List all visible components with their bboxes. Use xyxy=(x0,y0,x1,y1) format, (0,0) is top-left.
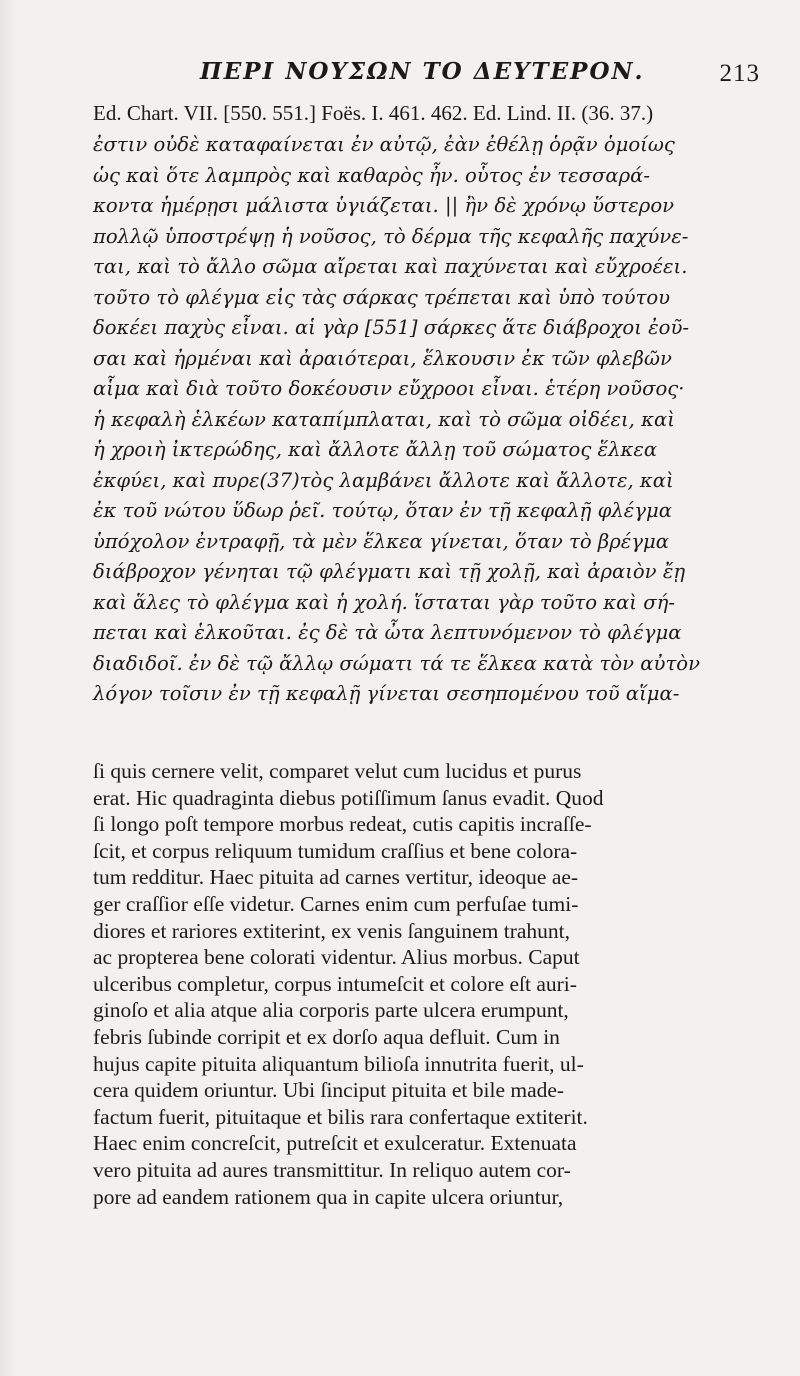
latin-text-line: pore ad eandem rationem qua in capite ulcera oriuntur, xyxy=(93,1184,564,1209)
greek-text-line: διαδιδοῖ. ἐν δὲ τῷ ἄλλῳ σώματι τά τε ἕλκεα κατὰ τὸν αὐτὸν xyxy=(93,651,700,675)
greek-text-line: ὡς καὶ ὅτε λαμπρὸς καὶ καθαρὸς ἦν. οὗτος ἐν τεσσαρά- xyxy=(93,163,650,187)
page-number: 213 xyxy=(719,60,760,87)
page-header xyxy=(80,58,770,94)
latin-text-line: ginoſo et alia atque alia corporis parte ulcera erumpunt, xyxy=(93,998,569,1023)
latin-text-line: ſi quis cernere velit, comparet velut cum lucidus et purus xyxy=(93,759,582,783)
latin-text-line: tum redditur. Haec pituita ad carnes vertitur, ideoque ae- xyxy=(93,865,579,890)
greek-text-line: δοκέει παχὺς εἶναι. αἱ γὰρ [551] σάρκες ἅτε διάβροχοι ἐοῦ- xyxy=(93,316,689,339)
greek-text-line: ἐκφύει, καὶ πυρε(37)τὸς λαμβάνει ἄλλοτε καὶ ἄλλοτε, καὶ xyxy=(93,468,674,492)
greek-text-line: σαι καὶ ἠρμέναι καὶ ἀραιότεραι, ἕλκουσιν ἐκ τῶν φλεβῶν xyxy=(93,346,672,370)
greek-text-line: αἷμα καὶ διὰ τοῦτο δοκέουσιν εὔχροοι εἶναι. ἑτέρη νοῦσος· xyxy=(93,377,685,400)
greek-text-line: κοντα ἡμέρῃσι μάλιστα ὑγιάζεται. || ἢν δὲ χρόνῳ ὕστερον xyxy=(93,194,675,217)
latin-text-line: vero pituita ad aures transmittitur. In reliquo autem cor- xyxy=(93,1157,571,1182)
greek-text-line: ἐκ τοῦ νώτου ὕδωρ ῥεῖ. τούτῳ, ὅταν ἐν τῇ κεφαλῇ φλέγμα xyxy=(93,499,672,522)
latin-text-line: febris ſubinde corripit et ex dorſo aqua defluit. Cum in xyxy=(93,1024,560,1049)
latin-text-block xyxy=(93,758,773,1210)
edition-references: Ed. Chart. VII. [550. 551.] Foës. I. 461. 462. Ed. Lind. II. (36. 37.) xyxy=(93,101,654,125)
latin-text-line: Haec enim concreſcit, putreſcit et exulceratur. Extenuata xyxy=(93,1131,577,1156)
greek-text-line: ἡ χροιὴ ἰκτερώδης, καὶ ἄλλοτε ἄλλῃ τοῦ σώματος ἕλκεα xyxy=(93,438,658,461)
running-head: ΠΕΡΙ ΝΟΥΣΩΝ ΤΟ ΔΕΥΤΕΡΟΝ. xyxy=(200,58,645,85)
greek-text-line: τοῦτο τὸ φλέγμα εἰς τὰς σάρκας τρέπεται καὶ ὑπὸ τούτου xyxy=(93,285,671,309)
greek-text-line: λόγον τοῖσιν ἐν τῇ κεφαλῇ γίνεται σεσηπομένου τοῦ αἵμα- xyxy=(93,682,680,705)
latin-text-line: erat. Hic quadraginta diebus potiſſimum ſanus evadit. Quod xyxy=(93,785,604,810)
latin-text-line: ſi longo poſt tempore morbus redeat, cutis capitis incraſſe- xyxy=(93,812,592,837)
greek-text-line: ὑπόχολον ἐντραφῇ, τὰ μὲν ἕλκεα γίνεται, ὅταν τὸ βρέγμα xyxy=(93,529,669,553)
latin-text-line: ac propterea bene colorati videntur. Alius morbus. Caput xyxy=(93,945,580,970)
latin-text-line: ſcit, et corpus reliquum tumidum craſſius et bene colora- xyxy=(93,838,578,863)
latin-text-line: ulceribus completur, corpus intumeſcit et colore eſt auri- xyxy=(93,971,577,996)
latin-text-line: factum fuerit, pituitaque et bilis rara confertaque extiterit. xyxy=(93,1104,588,1129)
greek-text-line: πεται καὶ ἑλκοῦται. ἐς δὲ τὰ ὦτα λεπτυνόμενον τὸ φλέγμα xyxy=(93,621,682,644)
latin-text-line: diores et rariores extiterint, ex venis ſanguinem trahunt, xyxy=(93,918,571,943)
latin-text-line: ger craſſior eſſe videtur. Carnes enim cum perfuſae tumi- xyxy=(93,891,579,916)
greek-text-line: πολλῷ ὑποστρέψῃ ἡ νοῦσος, τὸ δέρμα τῆς κεφαλῆς παχύνε- xyxy=(93,224,689,248)
greek-text-block xyxy=(93,130,773,710)
greek-text-line: ἐστιν οὐδὲ καταφαίνεται ἐν αὐτῷ, ἐὰν ἐθέλῃ ὁρᾷν ὁμοίως xyxy=(93,133,675,156)
greek-text-line: ἡ κεφαλὴ ἑλκέων καταπίμπλαται, καὶ τὸ σῶμα οἰδέει, καὶ xyxy=(93,407,675,431)
greek-text-line: καὶ ἅλες τὸ φλέγμα καὶ ἡ χολή. ἵσταται γὰρ τοῦτο καὶ σή- xyxy=(93,590,675,614)
latin-text-line: cera quidem oriuntur. Ubi ſinciput pituita et bile made- xyxy=(93,1078,565,1103)
greek-text-line: διάβροχον γένηται τῷ φλέγματι καὶ τῇ χολῇ, καὶ ἀραιὸν ἔῃ xyxy=(93,560,686,583)
greek-text-line: ται, καὶ τὸ ἄλλο σῶμα αἴρεται καὶ παχύνεται καὶ εὔχροέει. xyxy=(93,255,688,278)
latin-text-line: hujus capite pituita aliquantum bilioſa innutrita fuerit, ul- xyxy=(93,1051,584,1076)
